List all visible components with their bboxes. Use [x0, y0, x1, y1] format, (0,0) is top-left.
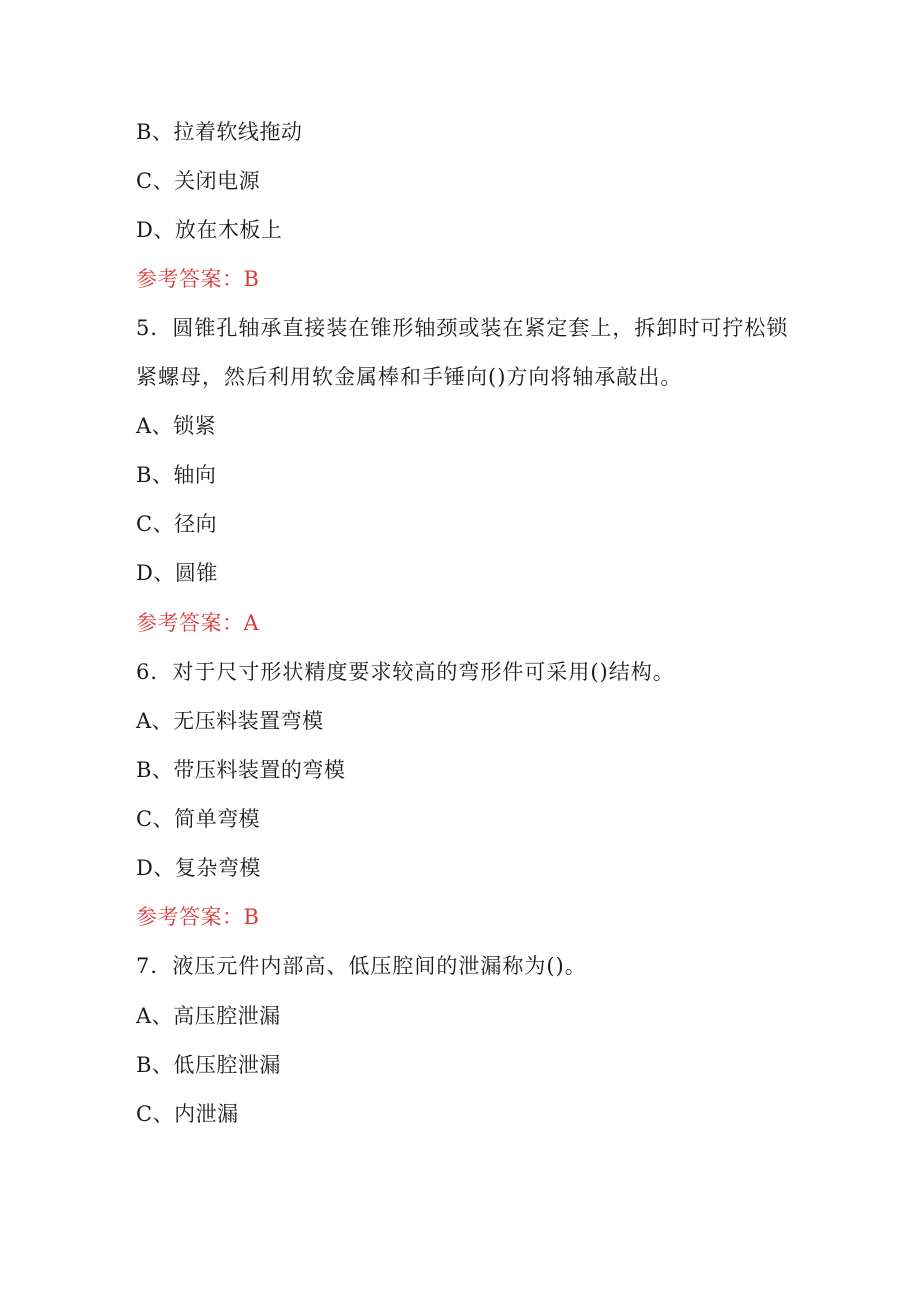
option-a: A、锁紧: [136, 414, 217, 438]
option-a: A、高压腔泄漏: [136, 1004, 281, 1028]
option-c: C、径向: [136, 512, 218, 536]
option-d: D、圆锥: [136, 561, 218, 585]
option-c: C、关闭电源: [136, 169, 261, 193]
option-b: B、拉着软线拖动: [136, 120, 303, 144]
answer: 参考答案：A: [136, 611, 260, 635]
answer: 参考答案：B: [136, 905, 260, 929]
option-a: A、无压料装置弯模: [136, 709, 324, 733]
option-c: C、简单弯模: [136, 807, 261, 831]
answer: 参考答案：B: [136, 267, 260, 291]
option-b: B、轴向: [136, 463, 217, 487]
option-d: D、复杂弯模: [136, 856, 261, 880]
question-stem: 6．对于尺寸形状精度要求较高的弯形件可采用()结构。: [136, 660, 675, 684]
option-b: B、带压料装置的弯模: [136, 758, 346, 782]
option-c: C、内泄漏: [136, 1102, 239, 1126]
question-stem-continued: 紧螺母，然后利用软金属棒和手锤向()方向将轴承敲出。: [136, 365, 683, 389]
option-d: D、放在木板上: [136, 218, 283, 242]
question-stem: 7．液压元件内部高、低压腔间的泄漏称为()。: [136, 954, 587, 978]
option-b: B、低压腔泄漏: [136, 1053, 281, 1077]
question-stem: 5．圆锥孔轴承直接装在锥形轴颈或装在紧定套上，拆卸时可拧松锁: [136, 316, 789, 340]
